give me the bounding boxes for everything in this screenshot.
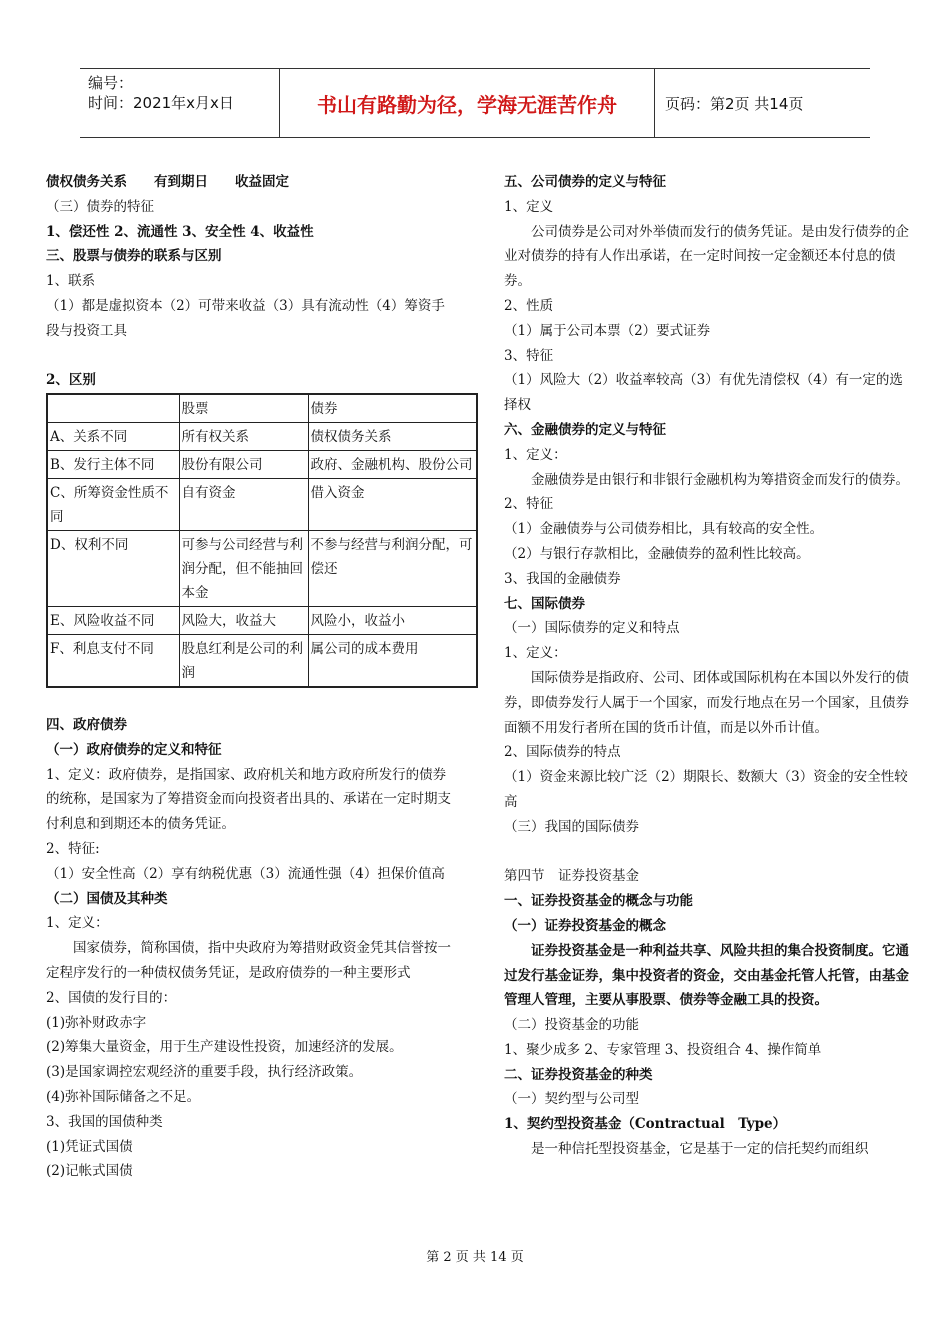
text-line: 债权债务关系 有到期日 收益固定	[46, 174, 289, 190]
section-heading: 三、股票与债券的联系与区别	[46, 248, 222, 265]
text-line: 2、特征:	[46, 840, 100, 857]
right-column	[504, 170, 914, 1162]
table-header-row	[47, 394, 477, 423]
section-heading: 四、政府债券	[46, 716, 127, 733]
header-page: 页码：第2页 共14页	[665, 94, 804, 113]
text-line: (1)弥补财政赤字	[46, 1014, 147, 1031]
table-row	[47, 607, 477, 635]
section-heading: 七、国际债券	[504, 595, 585, 612]
text-line: （三）债券的特征	[46, 198, 154, 215]
table-cell: A、关系不同	[47, 423, 179, 451]
table-cell: 风险小，收益小	[308, 607, 477, 635]
text-paragraph: （1）都是虚拟资本（2）可带来收益（3）具有流动性（4）筹资手段与投资工具	[46, 297, 445, 339]
text-line: 2、国际债券的特点	[504, 744, 621, 761]
text-line: 2、特征	[504, 496, 554, 513]
text-line: 3、我国的国债种类	[46, 1113, 163, 1130]
table-cell: 政府、金融机构、股份公司	[308, 451, 477, 479]
text-line: （二）投资基金的功能	[504, 1017, 639, 1034]
text-line: 1、定义：	[46, 915, 109, 932]
text-paragraph: 证券投资基金是一种利益共享、风险共担的集合投资制度。它通过发行基金证券，集中投资者的资金，交由基金托管人托管，由基金管理人管理，主要从事股票、债券等金融工具的投资。	[504, 942, 909, 1009]
text-line: （一）国际债券的定义和特点	[504, 620, 680, 637]
table-cell: 所有权关系	[179, 423, 308, 451]
text-line: (2)筹集大量资金，用于生产建设性投资，加速经济的发展。	[46, 1039, 403, 1056]
text-line: （1）属于公司本票（2）要式证券	[504, 322, 711, 339]
subsection-heading: （二）国债及其种类	[46, 890, 168, 907]
text-line: 1、联系	[46, 273, 96, 290]
text-line: (2)记帐式国债	[46, 1163, 133, 1180]
text-line: (4)弥补国际储备之不足。	[46, 1088, 201, 1105]
text-line: （一）契约型与公司型	[504, 1091, 639, 1108]
table-row	[47, 423, 477, 451]
section-heading: 一、证券投资基金的概念与功能	[504, 893, 693, 910]
table-cell: 借入资金	[308, 479, 477, 531]
text-line: 1、偿还性 2、流通性 3、安全性 4、收益性	[46, 223, 314, 240]
text-line: 1、定义：	[504, 446, 567, 463]
text-paragraph: 国家债券，简称国债，指中央政府为筹措财政资金凭其信誉按一定程序发行的一种债权债务凭证，是政府债券的一种主要形式	[46, 940, 451, 981]
text-line: 2、性质	[504, 297, 554, 314]
table-cell: 股息红利是公司的利润	[179, 635, 308, 688]
text-paragraph: 金融债券是由银行和非银行金融机构为筹措资金而发行的债券。	[531, 471, 909, 488]
table-cell: C、所筹资金性质不同	[47, 479, 179, 531]
table-cell: 风险大，收益大	[179, 607, 308, 635]
table-cell: 债权债务关系	[308, 423, 477, 451]
header-id: 编号：	[88, 74, 134, 92]
table-cell: 自有资金	[179, 479, 308, 531]
text-paragraph: 公司债券是公司对外举债而发行的债务凭证。是由发行债券的企业对债券的持有人作出承诺，在一定时间按一定金额还本付息的债券。	[504, 223, 909, 290]
table-cell: 债券	[308, 394, 477, 423]
table-row	[47, 451, 477, 479]
section-heading: 六、金融债券的定义与特征	[504, 421, 666, 438]
section-heading: 二、证券投资基金的种类	[504, 1066, 653, 1083]
text-line: 1、聚少成多 2、专家管理 3、投资组合 4、操作简单	[504, 1041, 822, 1058]
table-cell: 可参与公司经营与利润分配，但不能抽回本金	[179, 531, 308, 607]
header-meta	[80, 69, 280, 137]
text-line: （1）金融债券与公司债券相比，具有较高的安全性。	[504, 521, 824, 538]
subsection-heading: （一）政府债券的定义和特征	[46, 741, 222, 758]
table-cell: B、发行主体不同	[47, 451, 179, 479]
text-line: （三）我国的国际债券	[504, 818, 639, 835]
section-heading: 五、公司债券的定义与特征	[504, 174, 666, 190]
table-row	[47, 635, 477, 688]
table-cell: 不参与经营与利润分配，可偿还	[308, 531, 477, 607]
text-line: 3、特征	[504, 347, 554, 364]
table-cell: 股票	[179, 394, 308, 423]
table-row	[47, 531, 477, 607]
text-paragraph: （1）资金来源比较广泛（2）期限长、数额大（3）资金的安全性较高	[504, 769, 908, 810]
text-paragraph: （1）安全性高（2）享有纳税优惠（3）流通性强（4）担保价值高	[46, 865, 445, 882]
text-paragraph: （1）风险大（2）收益率较高（3）有优先清偿权（4）有一定的选择权	[504, 372, 903, 414]
table-cell: 属公司的成本费用	[308, 635, 477, 688]
text-line: (3)是国家调控宏观经济的重要手段，执行经济政策。	[46, 1064, 363, 1081]
header-time: 时间：2021年x月x日	[88, 94, 234, 112]
table-row	[47, 479, 477, 531]
left-column	[46, 170, 473, 1184]
text-line: 1、定义：	[504, 645, 567, 662]
text-line: (1)凭证式国债	[46, 1138, 133, 1155]
text-line: （2）与银行存款相比，金融债券的盈利性比较高。	[504, 545, 810, 562]
table-cell: 股份有限公司	[179, 451, 308, 479]
text-line: 1、定义	[504, 198, 554, 215]
comparison-table	[46, 393, 478, 688]
page-footer: 第 2 页 共 14 页	[426, 1250, 524, 1265]
page-header	[80, 68, 870, 138]
subsection-heading: （一）证券投资基金的概念	[504, 917, 666, 934]
table-cell: E、风险收益不同	[47, 607, 179, 635]
table-cell: D、权利不同	[47, 531, 179, 607]
table-cell: F、利息支付不同	[47, 635, 179, 688]
text-paragraph: 国际债券是指政府、公司、团体或国际机构在本国以外发行的债券，即债券发行人属于一个国家，而发行地点在另一个国家，且债券面额不用发行者所在国的货币计值，而是以外币计值。	[504, 669, 909, 736]
text-line: 1、契约型投资基金（Contractual Type）	[504, 1116, 787, 1133]
text-line: 2、国债的发行目的：	[46, 989, 177, 1006]
chapter-heading: 第四节 证券投资基金	[504, 868, 639, 885]
text-paragraph: 1、定义：政府债券，是指国家、政府机关和地方政府所发行的债券的统称，是国家为了筹措资金而向投资者出具的、承诺在一定时期支付利息和到期还本的债务凭证。	[46, 766, 451, 833]
header-motto: 书山有路勤为径，学海无涯苦作舟	[280, 69, 655, 137]
table-cell	[47, 394, 179, 423]
text-line: 是一种信托型投资基金，它是基于一定的信托契约而组织	[531, 1141, 869, 1158]
text-line: 3、我国的金融债券	[504, 570, 621, 587]
text-line: 2、区别	[46, 372, 96, 389]
